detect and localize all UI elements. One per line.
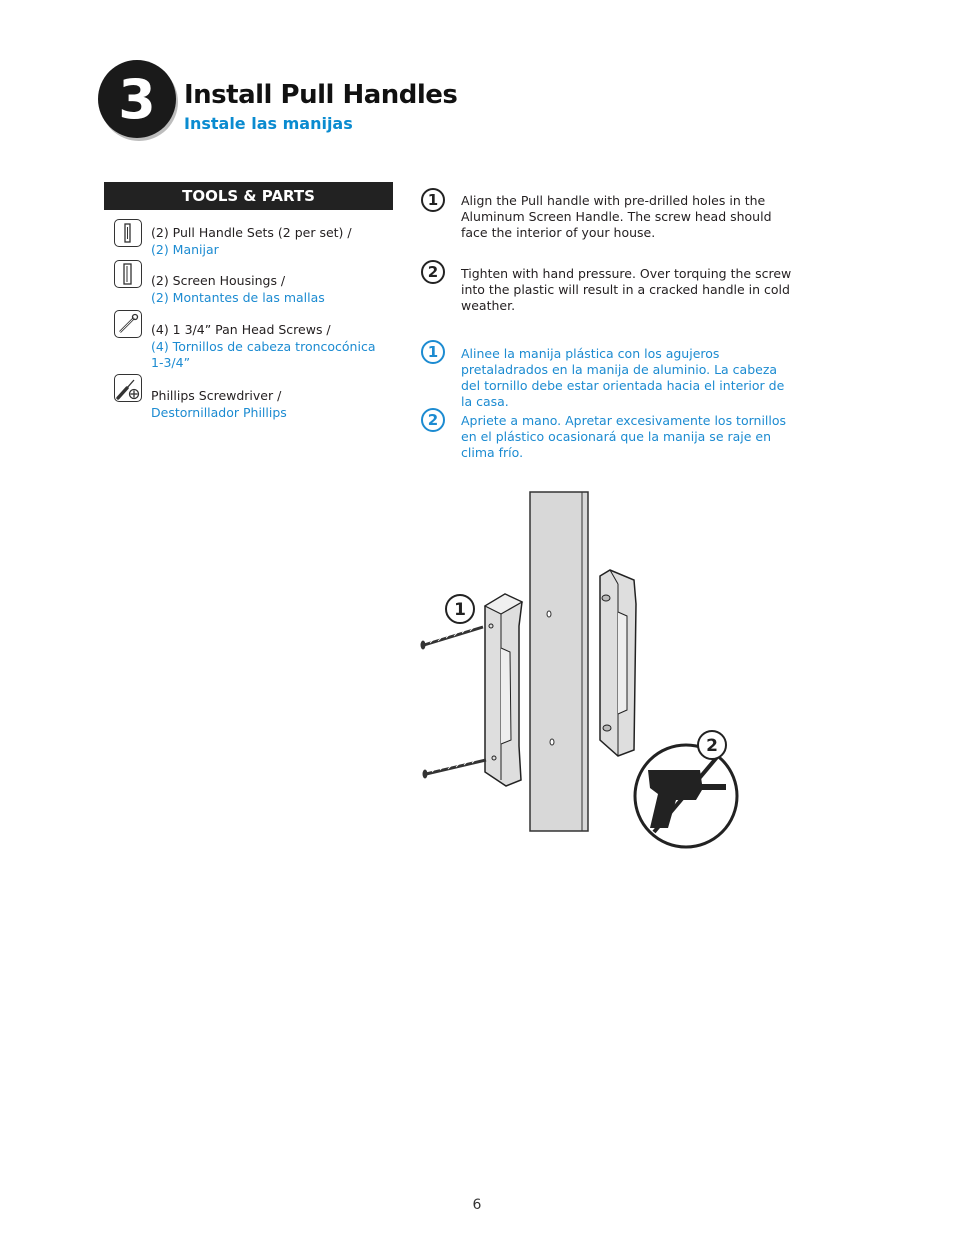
callout-1 xyxy=(446,595,474,623)
step-1-text-en: Align the Pull handle with pre-drilled holes in the Aluminum Screen Handle. The screw head should face the interior of your house. xyxy=(461,193,772,240)
install-illustration xyxy=(410,488,750,853)
step-number-2-es: 2 xyxy=(421,408,445,432)
part-item-screws xyxy=(151,322,391,372)
step-number-badge: 3 xyxy=(98,60,176,138)
part-label-es: Destornillador Phillips xyxy=(151,404,287,420)
part-label-en: Phillips Screwdriver / xyxy=(151,388,282,403)
step-number-1: 1 xyxy=(421,188,445,212)
step-number-1-es: 1 xyxy=(421,340,445,364)
part-label-en: (2) Screen Housings / xyxy=(151,273,286,288)
screen-housing-icon xyxy=(114,260,142,288)
step-2-text-en: Tighten with hand pressure. Over torquing the screw into the plastic will result in a cracked handle in cold weather. xyxy=(461,266,792,313)
part-label-es: (2) Manijar xyxy=(151,241,219,257)
screw-icon xyxy=(421,627,487,779)
aluminum-screen-handle xyxy=(530,492,588,831)
step-2-text-es: Apriete a mano. Apretar excesivamente los tornillos en el plástico ocasionará que la manija se raje en clima frío. xyxy=(461,413,787,460)
part-label-en: (2) Pull Handle Sets (2 per set) / xyxy=(151,225,352,240)
page-subtitle: Instale las manijas xyxy=(184,114,353,133)
phillips-screwdriver-icon xyxy=(114,374,142,402)
step-1-text-es: Alinee la manija plástica con los agujeros pretaladrados en la manija de aluminio. La cabeza del tornillo debe estar orientada hacia el interior de la casa. xyxy=(461,346,785,409)
part-item-screwdriver xyxy=(151,388,391,421)
page-title: Install Pull Handles xyxy=(184,80,458,110)
pull-handle-icon xyxy=(485,594,522,786)
svg-text:2: 2 xyxy=(706,736,718,756)
no-power-drill-icon xyxy=(635,731,737,847)
pull-handle-back xyxy=(600,570,636,756)
part-label-en: (4) 1 3/4” Pan Head Screws / xyxy=(151,322,331,337)
screw-icon xyxy=(114,310,142,338)
part-label-es: (4) Tornillos de cabeza troncocónica 1-3/4” xyxy=(151,338,376,370)
step-number-2: 2 xyxy=(421,260,445,284)
page-number: 6 xyxy=(472,1197,482,1213)
svg-text:1: 1 xyxy=(454,600,466,620)
pull-handle-icon xyxy=(114,219,142,247)
tools-parts-heading: TOOLS & PARTS xyxy=(104,182,393,210)
part-item-screen-housing xyxy=(151,273,391,306)
part-item-pull-handle xyxy=(151,225,391,258)
part-label-es: (2) Montantes de las mallas xyxy=(151,289,325,305)
